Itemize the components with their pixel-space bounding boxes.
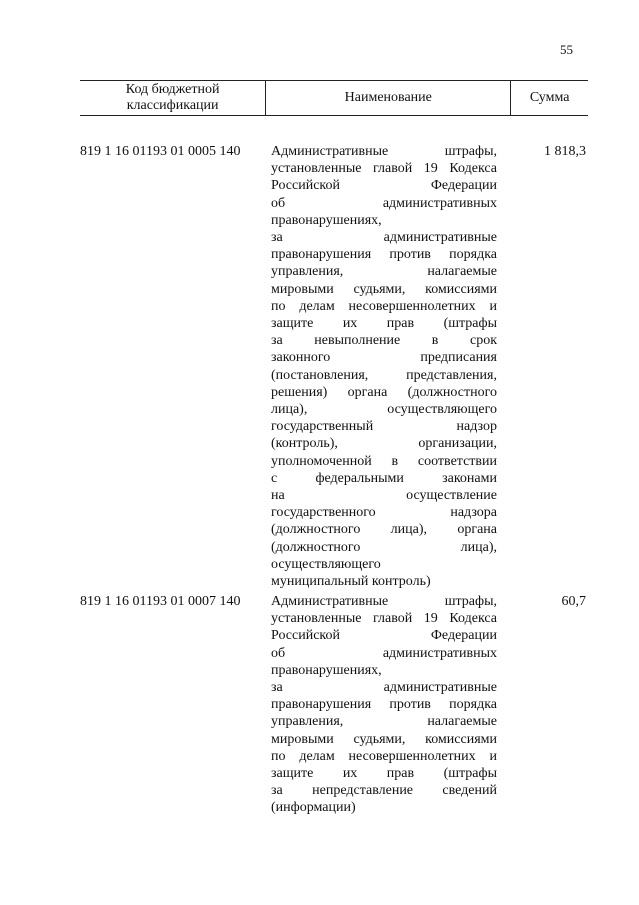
header-sum: Сумма xyxy=(529,90,570,105)
row-code: 819 1 16 01193 01 0007 140 xyxy=(80,594,241,609)
name-line: (постановления, представления, xyxy=(271,367,497,383)
header-code-line-2: классификации xyxy=(126,98,219,113)
name-line: правонарушениях, xyxy=(271,662,382,678)
name-line: об административных xyxy=(271,195,497,211)
name-line: решения) органа (должностного xyxy=(271,384,497,400)
name-line: установленные главой 19 Кодекса xyxy=(271,161,497,177)
name-line: за непредставление сведений xyxy=(271,783,497,799)
name-line: за административные xyxy=(271,230,497,246)
name-line: управления, налагаемые xyxy=(271,714,497,730)
name-line: мировыми судьями, комиссиями xyxy=(271,731,497,747)
name-line: мировыми судьями, комиссиями xyxy=(271,281,497,297)
name-line: правонарушения против порядка xyxy=(271,697,497,713)
name-line: осуществляющего xyxy=(271,556,381,572)
name-line: по делам несовершеннолетних и xyxy=(271,298,497,314)
name-line: защите их прав (штрафы xyxy=(271,316,497,332)
header-code-line-1: Код бюджетной xyxy=(125,82,220,97)
row-code: 819 1 16 01193 01 0005 140 xyxy=(80,144,241,159)
name-line: об административных xyxy=(271,645,497,661)
name-line: Административные штрафы, xyxy=(271,144,497,159)
name-line: (должностного лица), xyxy=(271,539,497,555)
name-line: по делам несовершеннолетних и xyxy=(271,748,497,764)
name-line: (информации) xyxy=(271,800,356,816)
table-header xyxy=(80,80,588,116)
name-line: за административные xyxy=(271,680,497,696)
name-line: на осуществление xyxy=(271,488,497,504)
name-line: Административные штрафы, xyxy=(271,594,497,609)
name-line: государственный надзор xyxy=(271,419,497,435)
name-line: с федеральными законами xyxy=(271,470,497,486)
name-line: установленные главой 19 Кодекса xyxy=(271,611,497,627)
name-line: (должностного лица), органа xyxy=(271,522,497,538)
row-name xyxy=(271,593,497,817)
name-line: правонарушениях, xyxy=(271,212,382,228)
name-line: уполномоченной в соответствии xyxy=(271,453,497,469)
name-line: законного предписания xyxy=(271,350,497,366)
name-line: лица), осуществляющего xyxy=(271,402,497,418)
name-line: за невыполнение в срок xyxy=(271,333,497,349)
page-number: 55 xyxy=(560,42,573,57)
row-sum: 60,7 xyxy=(561,594,586,609)
header-code xyxy=(80,81,266,115)
header-name: Наименование xyxy=(266,81,511,115)
name-line: (контроль), организации, xyxy=(271,436,497,452)
name-line: государственного надзора xyxy=(271,505,497,521)
name-line: управления, налагаемые xyxy=(271,264,497,280)
name-line: Российской Федерации xyxy=(271,178,497,194)
name-line: защите их прав (штрафы xyxy=(271,766,497,782)
name-line: правонарушения против порядка xyxy=(271,247,497,263)
row-name xyxy=(271,143,497,590)
name-line: Российской Федерации xyxy=(271,628,497,644)
row-sum: 1 818,3 xyxy=(544,144,586,159)
name-line: муниципальный контроль) xyxy=(271,574,431,590)
